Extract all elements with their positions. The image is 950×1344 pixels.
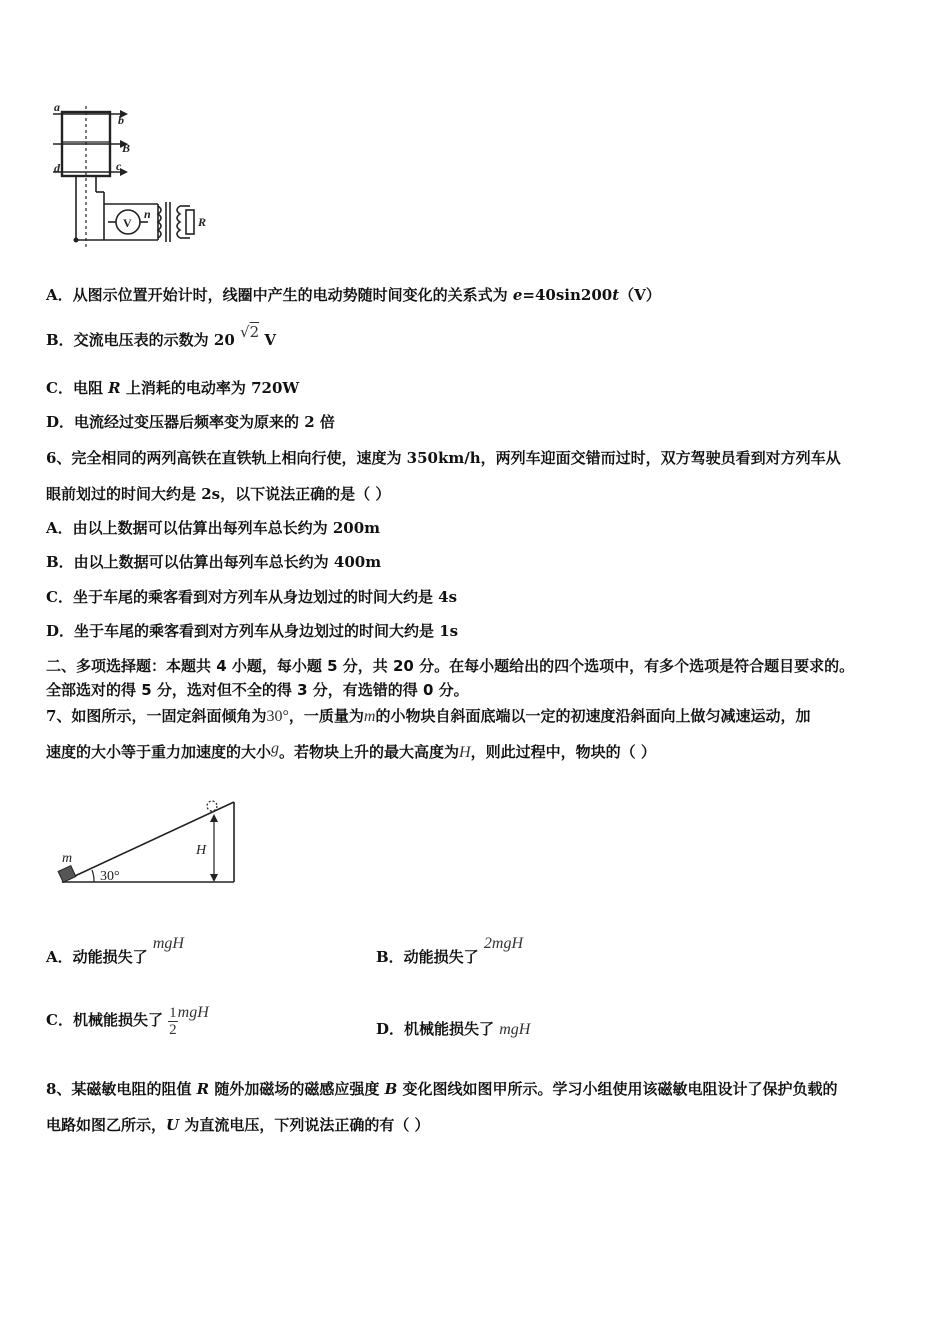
- q5-option-c: [46, 378, 299, 398]
- q8-U: U: [166, 1116, 180, 1134]
- q5-option-b-prefix: B．交流电压表的示数为 20: [46, 331, 240, 349]
- q7-l2b: 。若物块上升的最大高度为: [279, 743, 460, 761]
- q7-option-d: [376, 1019, 530, 1040]
- section2-line1: 二、多项选择题：本题共 4 小题，每小题 5 分，共 20 分。在每小题给出的四个选项中，有多个选项是符合题目要求的。: [46, 657, 855, 675]
- q7-stem-line1: [46, 706, 810, 727]
- section2-line2: 全部选对的得 5 分，选对但不全的得 3 分，有选错的得 0 分。: [46, 681, 469, 699]
- q5-option-d: D．电流经过变压器后频率变为原来的 2 倍: [46, 413, 335, 431]
- q5-option-a-suffix: （V）: [619, 286, 661, 304]
- q5-option-b-suffix: V: [259, 331, 276, 349]
- q7-option-c-fraction: [168, 1005, 178, 1038]
- block-m: [58, 866, 76, 883]
- label-a: a: [54, 102, 60, 114]
- q7-angle: 30°: [266, 708, 289, 725]
- q5-option-a-e: e: [512, 286, 523, 304]
- incline-figure: [54, 792, 244, 888]
- q6-option-d: D．坐于车尾的乘客看到对方列车从身边划过的时间大约是 1s: [46, 622, 459, 640]
- q6-option-b: B．由以上数据可以估算出每列车总长约为 400m: [46, 553, 382, 571]
- coil-circuit-figure: [48, 102, 218, 252]
- q8-R: R: [196, 1080, 210, 1098]
- q7-g: g: [271, 740, 280, 757]
- label-R: R: [198, 215, 207, 229]
- q5-option-a-eq: =40sin200: [522, 286, 613, 304]
- q8-B: B: [384, 1080, 398, 1098]
- q7-l1b: ，一质量为: [288, 707, 364, 725]
- label-n: n: [144, 207, 151, 221]
- q7-option-c: [46, 1000, 209, 1041]
- sqrt-symbol: √2: [240, 323, 260, 341]
- q7-option-c-label: C．机械能损失了: [46, 1011, 169, 1029]
- q7-option-d-expr: mgH: [499, 1021, 531, 1038]
- q7-option-b-label: B．动能损失了: [376, 948, 484, 966]
- q5-option-a-t: t: [612, 286, 620, 304]
- q5-option-c-prefix: C．电阻: [46, 379, 109, 397]
- q8-l2b: 为直流电压，下列说法正确的有（ ）: [179, 1116, 430, 1134]
- q8-l1c: 变化图线如图甲所示。学习小组使用该磁敏电阻设计了保护负载的: [397, 1080, 838, 1098]
- q7-option-c-den: 2: [169, 1021, 177, 1038]
- q7-option-a-label: A．动能损失了: [46, 948, 153, 966]
- q7-option-b: [376, 935, 524, 968]
- label-c: c: [116, 159, 122, 173]
- q7-option-c-expr: mgH: [177, 1004, 209, 1021]
- q8-stem-line1: [46, 1079, 838, 1099]
- label-V: V: [123, 216, 132, 230]
- q7-l2a: 速度的大小等于重力加速度的大小: [46, 743, 272, 761]
- incline-label-H: H: [196, 843, 207, 858]
- sqrt-radicand: 2: [249, 323, 260, 341]
- q7-option-a: [46, 935, 184, 968]
- q6-option-a: A．由以上数据可以估算出每列车总长约为 200m: [46, 519, 381, 537]
- q5-option-b: [46, 323, 276, 350]
- q8-l1b: 随外加磁场的磁感应强度: [209, 1080, 385, 1098]
- incline-label-angle: 30°: [100, 869, 120, 884]
- q7-stem-line2: [46, 742, 656, 763]
- q8-stem-line2: [46, 1115, 430, 1135]
- q7-option-c-num: 1: [169, 1004, 177, 1021]
- q6-stem-line1: 6、完全相同的两列高铁在直铁轨上相向行使，速度为 350km/h，两列车迎面交错而过时，双方驾驶员看到对方列车从: [46, 449, 841, 467]
- q7-option-b-expr: 2mgH: [483, 935, 524, 952]
- q8-l2a: 电路如图乙所示，: [46, 1116, 167, 1134]
- q7-option-a-expr: mgH: [152, 935, 184, 952]
- q7-l1a: 7、如图所示，一固定斜面倾角为: [46, 707, 267, 725]
- q5-option-a: [46, 285, 661, 305]
- q6-option-c: C．坐于车尾的乘客看到对方列车从身边划过的时间大约是 4s: [46, 588, 458, 606]
- label-field-B: B: [122, 141, 131, 155]
- q7-H: H: [459, 744, 471, 761]
- q7-option-d-label: D．机械能损失了: [376, 1020, 500, 1038]
- q8-l1a: 8、某磁敏电阻的阻值: [46, 1080, 197, 1098]
- q5-option-c-var: R: [108, 379, 121, 397]
- label-d: d: [54, 161, 60, 175]
- q7-l1c: 的小物块自斜面底端以一定的初速度沿斜面向上做匀减速运动，加: [375, 707, 811, 725]
- q7-m: m: [363, 708, 376, 725]
- q5-option-c-suffix: 上消耗的电动率为 720W: [120, 379, 300, 397]
- q6-stem-line2: 眼前划过的时间大约是 2s，以下说法正确的是（ ）: [46, 485, 391, 503]
- label-b: b: [118, 113, 124, 127]
- incline-label-m: m: [62, 851, 73, 866]
- q7-l2c: ，则此过程中，物块的（ ）: [470, 743, 656, 761]
- q5-option-a-prefix: A．从图示位置开始计时，线圈中产生的电动势随时间变化的关系式为: [46, 286, 513, 304]
